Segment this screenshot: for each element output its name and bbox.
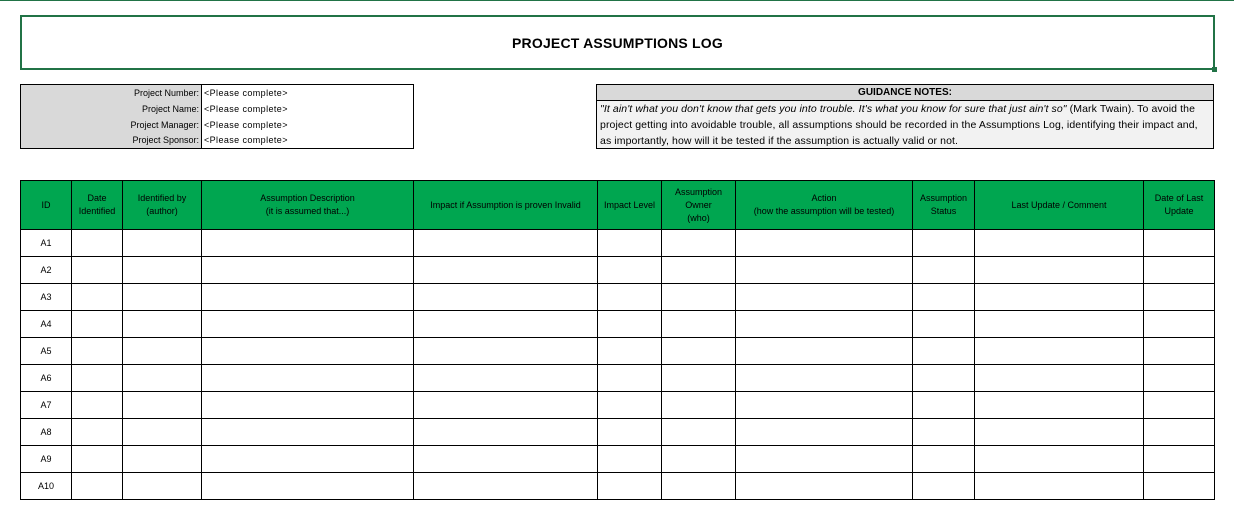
- table-cell[interactable]: [123, 473, 202, 500]
- table-cell[interactable]: [123, 338, 202, 365]
- table-cell[interactable]: [736, 419, 913, 446]
- row-id-cell[interactable]: A5: [21, 338, 72, 365]
- table-cell[interactable]: [736, 257, 913, 284]
- table-cell[interactable]: [913, 257, 975, 284]
- assumptions-log-table: [20, 180, 1215, 500]
- table-cell[interactable]: [72, 230, 123, 257]
- table-cell[interactable]: [736, 392, 913, 419]
- table-cell[interactable]: [202, 284, 414, 311]
- table-cell[interactable]: [202, 230, 414, 257]
- table-cell[interactable]: [202, 446, 414, 473]
- project-manager-value[interactable]: <Please complete>: [202, 117, 414, 133]
- table-cell[interactable]: [414, 311, 598, 338]
- table-cell[interactable]: [975, 365, 1144, 392]
- table-cell[interactable]: [123, 311, 202, 338]
- table-cell[interactable]: [598, 365, 662, 392]
- table-cell[interactable]: [598, 419, 662, 446]
- column-header-label: Last Update / Comment: [1011, 199, 1107, 210]
- column-header[interactable]: [202, 181, 414, 230]
- table-cell[interactable]: [662, 473, 736, 500]
- table-cell[interactable]: [202, 311, 414, 338]
- column-header-label: Impact if Assumption is proven Invalid: [430, 199, 581, 210]
- column-header-sublabel: (who): [687, 212, 710, 223]
- table-cell[interactable]: [1144, 257, 1215, 284]
- table-cell[interactable]: [202, 473, 414, 500]
- table-row: [21, 230, 1215, 257]
- project-manager-label: Project Manager:: [21, 117, 202, 133]
- project-number-row: [21, 85, 414, 101]
- table-cell[interactable]: [913, 230, 975, 257]
- project-sponsor-label: Project Sponsor:: [21, 133, 202, 149]
- project-number-label: Project Number:: [21, 85, 202, 101]
- table-cell[interactable]: [975, 257, 1144, 284]
- table-cell[interactable]: [72, 419, 123, 446]
- table-cell[interactable]: [1144, 230, 1215, 257]
- table-cell[interactable]: [598, 473, 662, 500]
- table-cell[interactable]: [123, 446, 202, 473]
- table-row: [21, 392, 1215, 419]
- table-cell[interactable]: [414, 338, 598, 365]
- table-cell[interactable]: [414, 473, 598, 500]
- table-cell[interactable]: [662, 419, 736, 446]
- table-cell[interactable]: [662, 311, 736, 338]
- table-row: [21, 446, 1215, 473]
- table-cell[interactable]: [736, 311, 913, 338]
- project-name-value[interactable]: <Please complete>: [202, 101, 414, 117]
- table-cell[interactable]: [414, 419, 598, 446]
- guidance-quote: "It ain't what you don't know that gets you into trouble. It's what you know for sure that just ain't so": [600, 103, 1067, 115]
- table-cell[interactable]: [913, 311, 975, 338]
- table-cell[interactable]: [414, 392, 598, 419]
- table-header-row: [21, 181, 1215, 230]
- column-header-label: Assumption Description: [260, 193, 355, 203]
- table-cell[interactable]: [123, 257, 202, 284]
- table-cell[interactable]: [736, 338, 913, 365]
- table-cell[interactable]: [662, 284, 736, 311]
- table-row: [21, 473, 1215, 500]
- table-cell[interactable]: [72, 257, 123, 284]
- row-id-cell[interactable]: A8: [21, 419, 72, 446]
- table-cell[interactable]: [414, 257, 598, 284]
- column-header-label: Assumption Status: [919, 193, 968, 216]
- table-cell[interactable]: [202, 419, 414, 446]
- column-header-sublabel: (how the assumption will be tested): [753, 206, 895, 216]
- table-cell[interactable]: [598, 284, 662, 311]
- table-cell[interactable]: [1144, 419, 1215, 446]
- row-id-cell[interactable]: A3: [21, 284, 72, 311]
- table-row: [21, 338, 1215, 365]
- table-cell[interactable]: [662, 230, 736, 257]
- table-cell[interactable]: [913, 392, 975, 419]
- table-cell[interactable]: [975, 473, 1144, 500]
- table-cell[interactable]: [72, 338, 123, 365]
- guidance-heading: GUIDANCE NOTES:: [597, 85, 1213, 101]
- project-name-label: Project Name:: [21, 101, 202, 117]
- table-cell[interactable]: [736, 473, 913, 500]
- table-cell[interactable]: [662, 365, 736, 392]
- table-row: [21, 365, 1215, 392]
- table-cell[interactable]: [72, 365, 123, 392]
- table-cell[interactable]: [72, 446, 123, 473]
- column-header[interactable]: [662, 181, 736, 230]
- project-info-table: [20, 84, 414, 149]
- table-cell[interactable]: [736, 446, 913, 473]
- table-cell[interactable]: [913, 365, 975, 392]
- column-header[interactable]: [975, 181, 1144, 230]
- row-id-cell[interactable]: A10: [21, 473, 72, 500]
- table-cell[interactable]: [1144, 392, 1215, 419]
- table-cell[interactable]: [913, 338, 975, 365]
- column-header-label: Assumption Owner: [674, 186, 723, 210]
- column-header[interactable]: [21, 181, 72, 230]
- column-header-label: Action: [811, 193, 837, 203]
- table-cell[interactable]: [975, 338, 1144, 365]
- guidance-text: (Mark Twain). To avoid the project getting into avoidable trouble, all assumptions should be recorded in the Assumptions Log, identifying their impact and, as importantly, how will it be tested if the assumption is actually valid or not.: [600, 103, 1198, 147]
- table-cell[interactable]: [913, 446, 975, 473]
- table-cell[interactable]: [598, 311, 662, 338]
- table-cell[interactable]: [414, 365, 598, 392]
- table-cell[interactable]: [1144, 338, 1215, 365]
- table-cell[interactable]: [975, 230, 1144, 257]
- table-cell[interactable]: [598, 338, 662, 365]
- table-cell[interactable]: [1144, 311, 1215, 338]
- table-row: [21, 311, 1215, 338]
- row-id-cell[interactable]: A7: [21, 392, 72, 419]
- table-cell[interactable]: [975, 284, 1144, 311]
- table-cell[interactable]: [736, 365, 913, 392]
- table-cell[interactable]: [123, 365, 202, 392]
- column-header[interactable]: [598, 181, 662, 230]
- table-cell[interactable]: [598, 257, 662, 284]
- project-sponsor-row: [21, 133, 414, 149]
- table-cell[interactable]: [913, 284, 975, 311]
- table-cell[interactable]: [202, 257, 414, 284]
- table-cell[interactable]: [414, 446, 598, 473]
- column-header[interactable]: [1144, 181, 1215, 230]
- column-header[interactable]: [72, 181, 123, 230]
- column-header-sublabel: (author): [146, 206, 178, 216]
- column-header[interactable]: [414, 181, 598, 230]
- table-cell[interactable]: [202, 365, 414, 392]
- table-cell[interactable]: [202, 338, 414, 365]
- row-id-cell[interactable]: A1: [21, 230, 72, 257]
- column-header[interactable]: [913, 181, 975, 230]
- row-id-cell[interactable]: A9: [21, 446, 72, 473]
- row-id-cell[interactable]: A2: [21, 257, 72, 284]
- table-cell[interactable]: [123, 419, 202, 446]
- project-number-value[interactable]: <Please complete>: [202, 85, 414, 101]
- table-cell[interactable]: [1144, 446, 1215, 473]
- table-cell[interactable]: [1144, 365, 1215, 392]
- table-cell[interactable]: [598, 230, 662, 257]
- fill-handle[interactable]: [1212, 67, 1217, 72]
- column-header-sublabel: (it is assumed that...): [265, 206, 350, 216]
- table-cell[interactable]: [123, 392, 202, 419]
- guidance-body[interactable]: [597, 101, 1213, 149]
- column-header-label: Identified by: [137, 193, 187, 203]
- table-cell[interactable]: [414, 284, 598, 311]
- project-sponsor-value[interactable]: <Please complete>: [202, 133, 414, 149]
- column-header-label: Date of Last Update: [1154, 193, 1204, 216]
- guidance-notes: [596, 84, 1214, 149]
- column-header-label: Date: [87, 193, 107, 203]
- column-header[interactable]: [123, 181, 202, 230]
- page-title: PROJECT ASSUMPTIONS LOG: [512, 34, 723, 51]
- table-cell[interactable]: [123, 230, 202, 257]
- row-id-cell[interactable]: A6: [21, 365, 72, 392]
- table-cell[interactable]: [662, 338, 736, 365]
- table-cell[interactable]: [736, 284, 913, 311]
- project-manager-row: [21, 117, 414, 133]
- table-cell[interactable]: [598, 446, 662, 473]
- column-header-sublabel: Identified: [78, 206, 116, 216]
- table-cell[interactable]: [72, 473, 123, 500]
- table-row: [21, 284, 1215, 311]
- column-header-label: ID: [41, 199, 51, 210]
- table-cell[interactable]: [72, 311, 123, 338]
- row-id-cell[interactable]: A4: [21, 311, 72, 338]
- table-cell[interactable]: [598, 392, 662, 419]
- table-row: [21, 257, 1215, 284]
- top-border-line: [0, 0, 1234, 1]
- table-cell[interactable]: [975, 311, 1144, 338]
- table-cell[interactable]: [1144, 284, 1215, 311]
- table-cell[interactable]: [414, 230, 598, 257]
- table-cell[interactable]: [72, 392, 123, 419]
- column-header[interactable]: [736, 181, 913, 230]
- table-cell[interactable]: [662, 257, 736, 284]
- table-cell[interactable]: [123, 284, 202, 311]
- table-body: [21, 230, 1215, 500]
- table-cell[interactable]: [662, 446, 736, 473]
- table-cell[interactable]: [975, 446, 1144, 473]
- table-cell[interactable]: [736, 230, 913, 257]
- table-cell[interactable]: [975, 419, 1144, 446]
- table-row: [21, 419, 1215, 446]
- column-header-label: Impact Level: [603, 199, 656, 210]
- table-cell[interactable]: [72, 284, 123, 311]
- table-cell[interactable]: [913, 419, 975, 446]
- table-cell[interactable]: [975, 392, 1144, 419]
- table-cell[interactable]: [662, 392, 736, 419]
- table-cell[interactable]: [1144, 473, 1215, 500]
- table-cell[interactable]: [202, 392, 414, 419]
- title-cell[interactable]: [20, 15, 1215, 70]
- table-cell[interactable]: [913, 473, 975, 500]
- project-name-row: [21, 101, 414, 117]
